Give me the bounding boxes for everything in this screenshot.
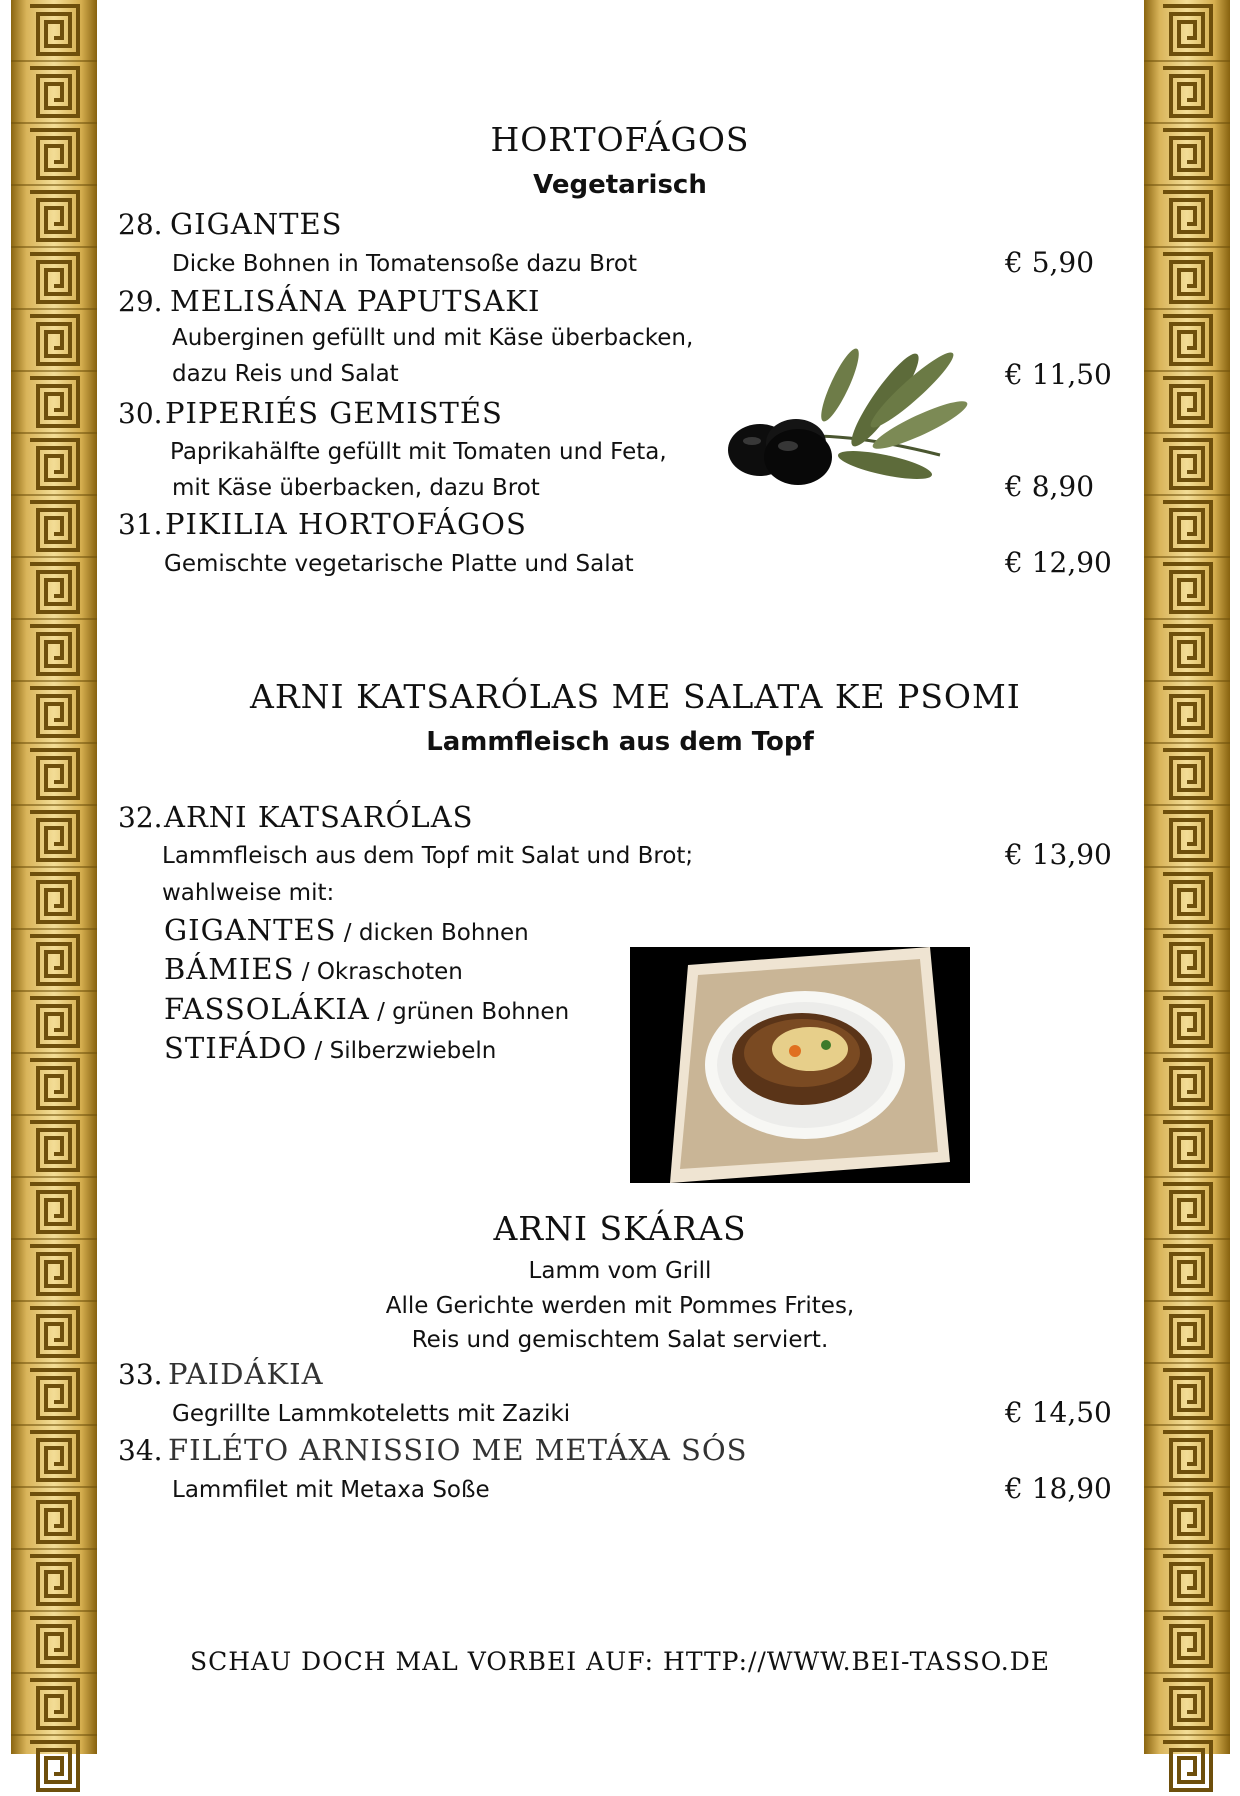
- item-31-number: 31.: [118, 508, 163, 541]
- item-30-number: 30.: [118, 397, 163, 430]
- greek-key-tile: [24, 1612, 84, 1672]
- greek-key-tile: [1157, 1364, 1217, 1424]
- greek-key-tile: [1157, 124, 1217, 184]
- item-28-number: 28.: [118, 208, 163, 241]
- item-31-price: € 12,90: [1005, 546, 1112, 579]
- greek-key-tile: [24, 372, 84, 432]
- option-gigantes: [164, 913, 529, 947]
- item-30-price: € 8,90: [1005, 470, 1095, 503]
- item-32-number: 32.: [118, 801, 163, 834]
- item-30-desc-1: Paprikahälfte gefüllt mit Tomaten und Feta,: [170, 439, 667, 465]
- greek-key-tile: [24, 186, 84, 246]
- greek-key-tile: [24, 558, 84, 618]
- greek-key-tile: [1157, 0, 1217, 60]
- greek-key-tile: [24, 310, 84, 370]
- greek-key-tile: [1157, 620, 1217, 680]
- section-title-arni-katsarolas: ARNI KATSARÓLAS ME SALATA KE PSOMI: [250, 677, 1021, 716]
- greek-key-tile: [24, 0, 84, 60]
- greek-key-tile: [1157, 1240, 1217, 1300]
- section-subtitle-lammfleisch: Lammfleisch aus dem Topf: [426, 727, 814, 757]
- greek-key-tile: [1157, 1612, 1217, 1672]
- item-32-name: ARNI KATSARÓLAS: [164, 800, 474, 834]
- greek-key-tile: [24, 1116, 84, 1176]
- greek-key-tile: [1157, 806, 1217, 866]
- greek-key-tile: [1157, 186, 1217, 246]
- greek-key-tile: [1157, 248, 1217, 308]
- greek-key-tile: [24, 248, 84, 308]
- item-32-desc-2: wahlweise mit:: [162, 880, 335, 906]
- item-28-name: GIGANTES: [170, 207, 343, 241]
- greek-key-tile: [1157, 1488, 1217, 1548]
- greek-key-tile: [1157, 992, 1217, 1052]
- option-fassolakia-name: FASSOLÁKIA: [164, 992, 370, 1026]
- option-stifado: [164, 1031, 496, 1065]
- section-title-arni-skaras: ARNI SKÁRAS: [493, 1209, 747, 1248]
- greek-key-tile: [1157, 372, 1217, 432]
- option-gigantes-name: GIGANTES: [164, 913, 337, 947]
- item-29-name: MELISÁNA PAPUTSAKI: [170, 284, 541, 318]
- greek-key-tile: [1157, 434, 1217, 494]
- greek-key-tile: [1157, 930, 1217, 990]
- greek-key-tile: [1157, 1736, 1217, 1796]
- lamb-pot-photo-drawing: [630, 947, 970, 1183]
- option-stifado-name: STIFÁDO: [164, 1031, 308, 1065]
- greek-key-tile: [24, 868, 84, 928]
- option-stifado-desc: / Silberzwiebeln: [307, 1038, 497, 1064]
- item-33-name: PAIDÁKIA: [168, 1357, 324, 1391]
- greek-key-tile: [24, 496, 84, 556]
- greek-key-tile: [24, 1178, 84, 1238]
- greek-key-tile: [24, 1240, 84, 1300]
- greek-key-tile: [24, 434, 84, 494]
- section-title-hortofagos: HORTOFÁGOS: [490, 120, 750, 159]
- greek-key-tile: [24, 682, 84, 742]
- greek-key-tile: [1157, 62, 1217, 122]
- item-28-desc: Dicke Bohnen in Tomatensoße dazu Brot: [172, 251, 637, 277]
- item-34-price: € 18,90: [1005, 1472, 1112, 1505]
- greek-key-tile: [24, 1550, 84, 1610]
- greek-key-tile: [24, 62, 84, 122]
- grill-note-2: Reis und gemischtem Salat serviert.: [411, 1327, 829, 1353]
- greek-key-tile: [1157, 868, 1217, 928]
- section-subtitle-lamm-vom-grill: Lamm vom Grill: [528, 1258, 712, 1284]
- greek-key-tile: [1157, 496, 1217, 556]
- greek-key-tile: [1157, 1426, 1217, 1486]
- grill-note-1: Alle Gerichte werden mit Pommes Frites,: [385, 1293, 855, 1319]
- greek-key-tile: [24, 124, 84, 184]
- item-34-name: FILÉTO ARNISSIO ME METÁXA SÓS: [168, 1433, 748, 1467]
- item-32-desc-1: Lammfleisch aus dem Topf mit Salat und Brot;: [162, 843, 694, 869]
- option-gigantes-desc: / dicken Bohnen: [336, 920, 529, 946]
- item-29-price: € 11,50: [1005, 358, 1112, 391]
- item-30-desc-2: mit Käse überbacken, dazu Brot: [172, 475, 540, 501]
- greek-key-tile: [1157, 1550, 1217, 1610]
- olive-branch-illustration: [680, 345, 970, 515]
- greek-key-tile: [1157, 1178, 1217, 1238]
- greek-key-tile: [24, 806, 84, 866]
- greek-key-tile: [1157, 310, 1217, 370]
- item-33-number: 33.: [118, 1358, 163, 1391]
- item-29-desc-2: dazu Reis und Salat: [172, 361, 399, 387]
- option-fassolakia-desc: / grünen Bohnen: [369, 999, 570, 1025]
- greek-key-tile: [24, 1426, 84, 1486]
- footer-website: SCHAU DOCH MAL VORBEI AUF: HTTP://WWW.BEI-TASSO.DE: [189, 1647, 1051, 1676]
- greek-key-tile: [24, 1364, 84, 1424]
- item-31-name: PIKILIA HORTOFÁGOS: [165, 507, 527, 541]
- greek-key-tile: [24, 930, 84, 990]
- left-greek-key-border: [11, 0, 97, 1754]
- item-34-desc: Lammfilet mit Metaxa Soße: [172, 1477, 490, 1503]
- greek-key-tile: [1157, 1674, 1217, 1734]
- greek-key-tile: [24, 992, 84, 1052]
- greek-key-tile: [1157, 744, 1217, 804]
- option-bamies: [164, 952, 463, 986]
- option-bamies-name: BÁMIES: [164, 952, 295, 986]
- item-29-desc-1: Auberginen gefüllt und mit Käse überbacken,: [172, 325, 694, 351]
- item-30-name: PIPERIÉS GEMISTÉS: [165, 396, 503, 430]
- greek-key-tile: [24, 1488, 84, 1548]
- greek-key-tile: [24, 1054, 84, 1114]
- greek-key-tile: [24, 1674, 84, 1734]
- greek-key-tile: [1157, 682, 1217, 742]
- item-32-price: € 13,90: [1005, 838, 1112, 871]
- item-34-number: 34.: [118, 1434, 163, 1467]
- greek-key-tile: [24, 1736, 84, 1796]
- lamb-pot-photo: [630, 947, 970, 1183]
- option-bamies-desc: / Okraschoten: [294, 959, 463, 985]
- item-29-number: 29.: [118, 285, 163, 318]
- item-28-price: € 5,90: [1005, 246, 1095, 279]
- section-subtitle-vegetarisch: Vegetarisch: [533, 170, 707, 200]
- greek-key-tile: [1157, 1116, 1217, 1176]
- item-33-price: € 14,50: [1005, 1396, 1112, 1429]
- greek-key-tile: [24, 1302, 84, 1362]
- option-fassolakia: [164, 992, 569, 1026]
- greek-key-tile: [24, 620, 84, 680]
- item-33-desc: Gegrillte Lammkoteletts mit Zaziki: [172, 1401, 571, 1427]
- greek-key-tile: [1157, 1302, 1217, 1362]
- greek-key-tile: [1157, 558, 1217, 618]
- item-31-desc: Gemischte vegetarische Platte und Salat: [164, 551, 634, 577]
- right-greek-key-border: [1144, 0, 1230, 1754]
- greek-key-tile: [1157, 1054, 1217, 1114]
- greek-key-tile: [24, 744, 84, 804]
